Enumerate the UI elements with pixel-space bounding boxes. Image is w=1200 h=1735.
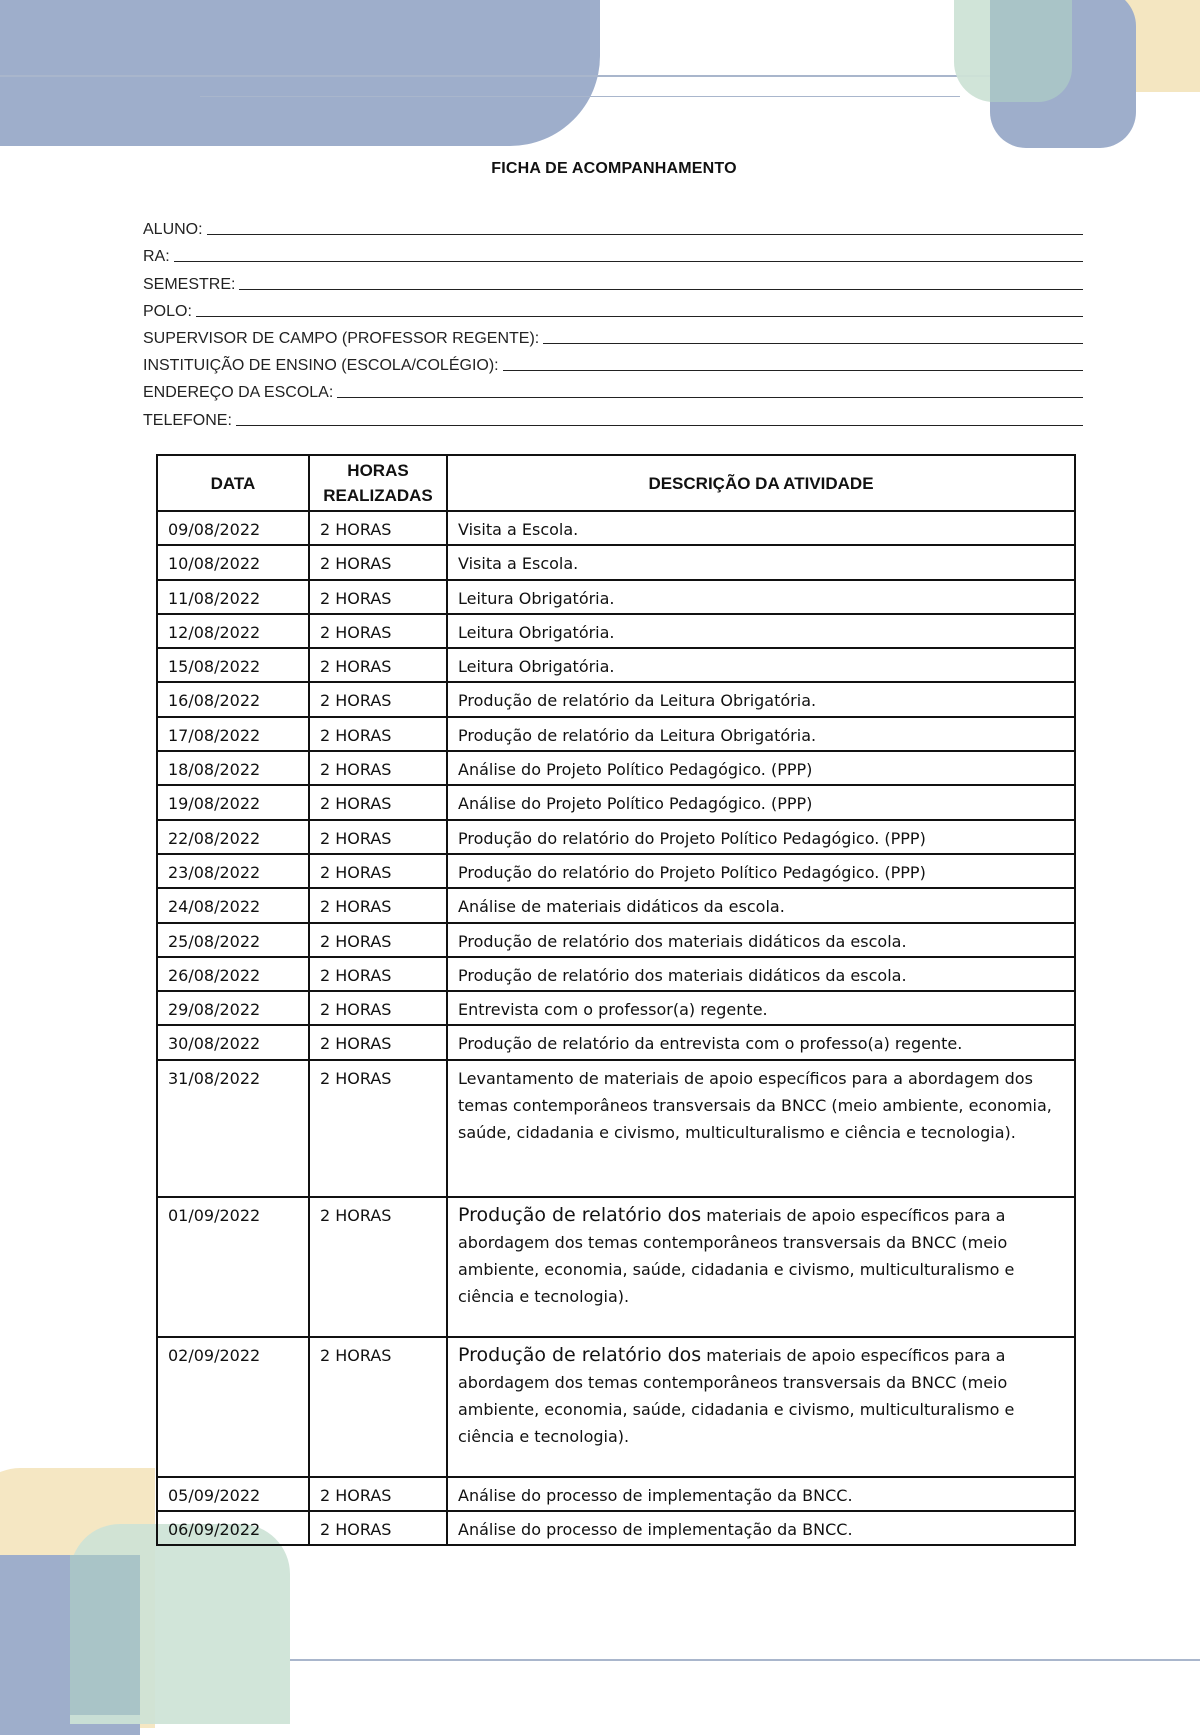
cell-description: Produção de relatório dos materiais didáticos da escola. — [447, 957, 1075, 991]
cell-date: 16/08/2022 — [157, 682, 309, 716]
cell-hours: 2 HORAS — [309, 888, 447, 922]
field-polo[interactable] — [143, 294, 1083, 321]
cell-description: Produção de relatório da Leitura Obrigatória. — [447, 717, 1075, 751]
table-row — [157, 1025, 1075, 1059]
cell-hours: 2 HORAS — [309, 1025, 447, 1059]
cell-date: 10/08/2022 — [157, 545, 309, 579]
cell-hours: 2 HORAS — [309, 1511, 447, 1545]
cell-date: 11/08/2022 — [157, 580, 309, 614]
field-label: INSTITUIÇÃO DE ENSINO (ESCOLA/COLÉGIO): — [143, 357, 499, 375]
cell-date: 24/08/2022 — [157, 888, 309, 922]
cell-description: Levantamento de materiais de apoio específicos para a abordagem dos temas contemporâneos transversais da BNCC (meio ambiente, economia, saúde, cidadania e civismo, multiculturalismo e ciência e tecnologia). — [447, 1060, 1075, 1197]
cell-date: 06/09/2022 — [157, 1511, 309, 1545]
field-line[interactable] — [236, 425, 1083, 426]
cell-hours: 2 HORAS — [309, 1337, 447, 1477]
cell-hours: 2 HORAS — [309, 923, 447, 957]
field-line[interactable] — [207, 234, 1083, 235]
cell-date: 23/08/2022 — [157, 854, 309, 888]
field-line[interactable] — [196, 316, 1083, 317]
field-supervisor[interactable] — [143, 321, 1083, 348]
table-row — [157, 682, 1075, 716]
cell-description-lead: Produção de relatório dos — [458, 1343, 702, 1366]
cell-hours: 2 HORAS — [309, 648, 447, 682]
table-row — [157, 923, 1075, 957]
cell-description: Visita a Escola. — [447, 511, 1075, 545]
decor-bottom-left-overlap — [70, 1555, 140, 1715]
cell-date: 31/08/2022 — [157, 1060, 309, 1197]
cell-description: Leitura Obrigatória. — [447, 648, 1075, 682]
cell-date: 30/08/2022 — [157, 1025, 309, 1059]
table-row — [157, 580, 1075, 614]
cell-date: 19/08/2022 — [157, 785, 309, 819]
field-line[interactable] — [543, 343, 1083, 344]
form-fields — [143, 212, 1083, 430]
cell-description — [447, 1337, 1075, 1477]
cell-description: Produção do relatório do Projeto Político Pedagógico. (PPP) — [447, 854, 1075, 888]
cell-description: Produção de relatório dos materiais didáticos da escola. — [447, 923, 1075, 957]
header-horas — [309, 455, 447, 511]
cell-hours: 2 HORAS — [309, 991, 447, 1025]
cell-date: 02/09/2022 — [157, 1337, 309, 1477]
cell-description: Produção de relatório da Leitura Obrigatória. — [447, 682, 1075, 716]
table-row — [157, 1060, 1075, 1197]
cell-date: 17/08/2022 — [157, 717, 309, 751]
cell-hours: 2 HORAS — [309, 682, 447, 716]
cell-description: Produção de relatório da entrevista com o professo(a) regente. — [447, 1025, 1075, 1059]
document-title: FICHA DE ACOMPANHAMENTO — [491, 160, 737, 177]
table-row — [157, 785, 1075, 819]
field-label: ALUNO: — [143, 221, 203, 239]
field-label: RA: — [143, 248, 170, 266]
field-semestre[interactable] — [143, 266, 1083, 293]
decor-bottom-line — [290, 1659, 1200, 1661]
cell-date: 18/08/2022 — [157, 751, 309, 785]
field-label: SEMESTRE: — [143, 275, 236, 293]
table-row — [157, 957, 1075, 991]
cell-description-rest: materiais de apoio específicos para a abordagem dos temas contemporâneos transversais da BNCC (meio ambiente, economia, saúde, cidadania e civismo, multiculturalismo e ciência e tecnologia). — [458, 1205, 1015, 1306]
cell-description: Leitura Obrigatória. — [447, 614, 1075, 648]
cell-hours: 2 HORAS — [309, 614, 447, 648]
field-label: SUPERVISOR DE CAMPO (PROFESSOR REGENTE): — [143, 329, 540, 347]
header-horas-line1: HORAS — [347, 461, 409, 480]
cell-hours: 2 HORAS — [309, 820, 447, 854]
cell-description: Leitura Obrigatória. — [447, 580, 1075, 614]
cell-date: 12/08/2022 — [157, 614, 309, 648]
table-row — [157, 888, 1075, 922]
header-data: DATA — [157, 455, 309, 511]
table-row — [157, 1477, 1075, 1511]
table-row — [157, 751, 1075, 785]
field-label: ENDEREÇO DA ESCOLA: — [143, 384, 334, 402]
header-descricao: DESCRIÇÃO DA ATIVIDADE — [447, 455, 1075, 511]
cell-hours: 2 HORAS — [309, 1197, 447, 1337]
cell-hours: 2 HORAS — [309, 545, 447, 579]
table-row — [157, 511, 1075, 545]
table-row — [157, 1337, 1075, 1477]
cell-hours: 2 HORAS — [309, 751, 447, 785]
table-row — [157, 854, 1075, 888]
decor-top-right-overlap — [990, 0, 1072, 102]
activity-table — [156, 454, 1076, 1546]
table-row — [157, 991, 1075, 1025]
table-row — [157, 648, 1075, 682]
cell-description — [447, 1197, 1075, 1337]
table-row — [157, 545, 1075, 579]
cell-description: Produção do relatório do Projeto Político Pedagógico. (PPP) — [447, 820, 1075, 854]
cell-description: Análise do processo de implementação da BNCC. — [447, 1477, 1075, 1511]
field-label: POLO: — [143, 302, 192, 320]
field-telefone[interactable] — [143, 402, 1083, 429]
decor-top-left-blob — [0, 0, 600, 146]
field-line[interactable] — [239, 289, 1083, 290]
decor-top-line-short — [200, 96, 960, 97]
header-horas-line2: REALIZADAS — [323, 486, 433, 505]
cell-hours: 2 HORAS — [309, 717, 447, 751]
field-line[interactable] — [503, 370, 1083, 371]
table-row — [157, 1197, 1075, 1337]
cell-hours: 2 HORAS — [309, 1060, 447, 1197]
cell-date: 25/08/2022 — [157, 923, 309, 957]
cell-hours: 2 HORAS — [309, 1477, 447, 1511]
cell-description: Entrevista com o professor(a) regente. — [447, 991, 1075, 1025]
field-aluno[interactable] — [143, 212, 1083, 239]
cell-date: 15/08/2022 — [157, 648, 309, 682]
cell-date: 22/08/2022 — [157, 820, 309, 854]
field-label: TELEFONE: — [143, 411, 232, 429]
cell-description: Análise do Projeto Político Pedagógico. (PPP) — [447, 751, 1075, 785]
cell-date: 26/08/2022 — [157, 957, 309, 991]
table-row — [157, 1511, 1075, 1545]
field-endereco[interactable] — [143, 375, 1083, 402]
cell-date: 29/08/2022 — [157, 991, 309, 1025]
cell-date: 09/08/2022 — [157, 511, 309, 545]
cell-hours: 2 HORAS — [309, 511, 447, 545]
table-header-row — [157, 455, 1075, 511]
table-row — [157, 820, 1075, 854]
field-ra[interactable] — [143, 239, 1083, 266]
field-line[interactable] — [337, 397, 1083, 398]
cell-hours: 2 HORAS — [309, 854, 447, 888]
cell-date: 01/09/2022 — [157, 1197, 309, 1337]
table-row — [157, 614, 1075, 648]
table-row — [157, 717, 1075, 751]
cell-hours: 2 HORAS — [309, 785, 447, 819]
cell-description: Análise de materiais didáticos da escola. — [447, 888, 1075, 922]
cell-description: Análise do Projeto Político Pedagógico. (PPP) — [447, 785, 1075, 819]
cell-description-rest: materiais de apoio específicos para a abordagem dos temas contemporâneos transversais da BNCC (meio ambiente, economia, saúde, cidadania e civismo, multiculturalismo e ciência e tecnologia). — [458, 1345, 1015, 1446]
cell-hours: 2 HORAS — [309, 957, 447, 991]
cell-description: Visita a Escola. — [447, 545, 1075, 579]
field-line[interactable] — [174, 261, 1083, 262]
cell-description-lead: Produção de relatório dos — [458, 1203, 702, 1226]
cell-hours: 2 HORAS — [309, 580, 447, 614]
cell-date: 05/09/2022 — [157, 1477, 309, 1511]
field-instituicao[interactable] — [143, 348, 1083, 375]
cell-description: Análise do processo de implementação da BNCC. — [447, 1511, 1075, 1545]
